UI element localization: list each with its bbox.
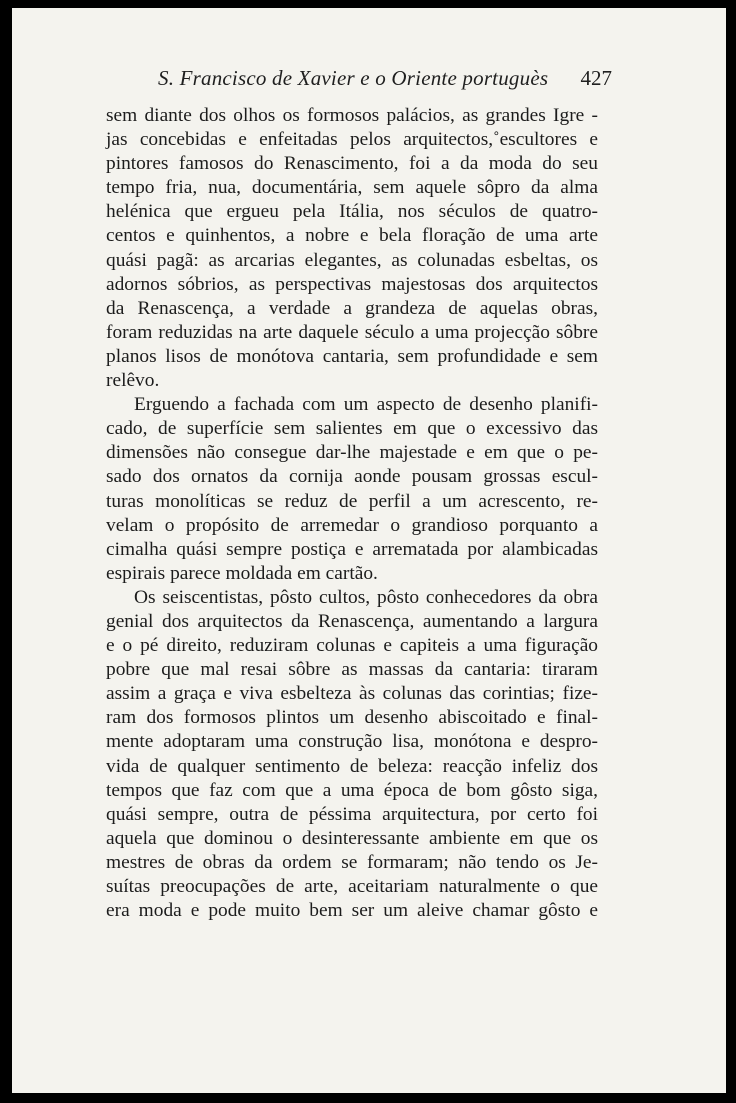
- book-page: [12, 8, 726, 1093]
- text-line: pintores famosos do Renascimento, foi a da moda do seu: [106, 153, 598, 175]
- running-head: [158, 66, 612, 102]
- text-line: velam o propósito de arremedar o grandioso porquanto a: [106, 514, 598, 536]
- text-line: quási pagã: as arcarias elegantes, as colunadas esbeltas, os: [106, 249, 598, 271]
- text-line: helénica que ergueu pela Itália, nos séculos de quatro-: [106, 201, 598, 223]
- text-line: quási sempre, outra de péssima arquitectura, por certo foi: [106, 803, 598, 825]
- text-line: tempos que faz com que a uma época de bom gôsto siga,: [106, 779, 598, 801]
- text-line: mestres de obras da ordem se formaram; não tendo os Je-: [106, 851, 598, 873]
- text-line: da Renascença, a verdade a grandeza de aquelas obras,: [106, 297, 598, 319]
- page-number: 427: [580, 66, 612, 90]
- text-line: adornos sóbrios, as perspectivas majestosas dos arquitectos: [106, 273, 598, 295]
- text-line: cado, de superfície sem salientes em que o excessivo das: [106, 418, 598, 440]
- text-line: e o pé direito, reduziram colunas e capiteis a uma figuração: [106, 635, 598, 657]
- text-line: Erguendo a fachada com um aspecto de desenho planifi-: [134, 394, 598, 416]
- text-line: foram reduzidas na arte daquele século a uma projecção sôbre: [106, 321, 598, 343]
- text-line: assim a graça e viva esbelteza às colunas das corintias; fize-: [106, 683, 598, 705]
- text-line: pobre que mal resai sôbre as massas da cantaria: tiraram: [106, 659, 598, 681]
- text-line: mente adoptaram uma construção lisa, monótona e despro-: [106, 731, 598, 753]
- text-line: sado dos ornatos da cornija aonde pousam grossas escul-: [106, 466, 598, 488]
- body-text: [106, 104, 598, 923]
- text-line: planos lisos de monótova cantaria, sem profundidade e sem: [106, 345, 598, 367]
- running-head-title: S. Francisco de Xavier e o Oriente portuguès: [158, 66, 549, 90]
- text-line: cimalha quási sempre postiça e arrematada por alambicadas: [106, 538, 598, 560]
- text-line: suítas preocupações de arte, aceitariam naturalmente o que: [106, 876, 598, 897]
- text-line: dimensões não consegue dar-lhe majestade e em que o pe-: [106, 442, 598, 464]
- text-line: espirais parece moldada em cartão.: [106, 562, 378, 584]
- text-line: ram dos formosos plintos um desenho abiscoitado e final-: [106, 707, 598, 729]
- text-line: era moda e pode muito bem ser um aleive chamar gôsto e: [106, 900, 598, 922]
- text-line: relêvo.: [106, 370, 160, 392]
- text-line: Os seiscentistas, pôsto cultos, pôsto conhecedores da obra: [134, 586, 598, 608]
- paragraph: [106, 393, 598, 586]
- text-line: vida de qualquer sentimento de beleza: reacção infeliz dos: [106, 755, 598, 777]
- paragraph: [106, 586, 598, 923]
- text-line: genial dos arquitectos da Renascença, aumentando a largura: [106, 610, 598, 632]
- text-line: jas concebidas e enfeitadas pelos arquitectos,˚escultores e: [106, 129, 598, 151]
- text-line: centos e quinhentos, a nobre e bela floração de uma arte: [106, 225, 598, 247]
- text-line: sem diante dos olhos os formosos palácios, as grandes Igre -: [106, 105, 598, 126]
- text-line: turas monolíticas se reduz de perfil a um acrescento, re-: [106, 490, 598, 512]
- paragraph: [106, 104, 598, 393]
- text-line: aquela que dominou o desinteressante ambiente em que os: [106, 827, 598, 849]
- text-line: tempo fria, nua, documentária, sem aquele sôpro da alma: [106, 177, 598, 199]
